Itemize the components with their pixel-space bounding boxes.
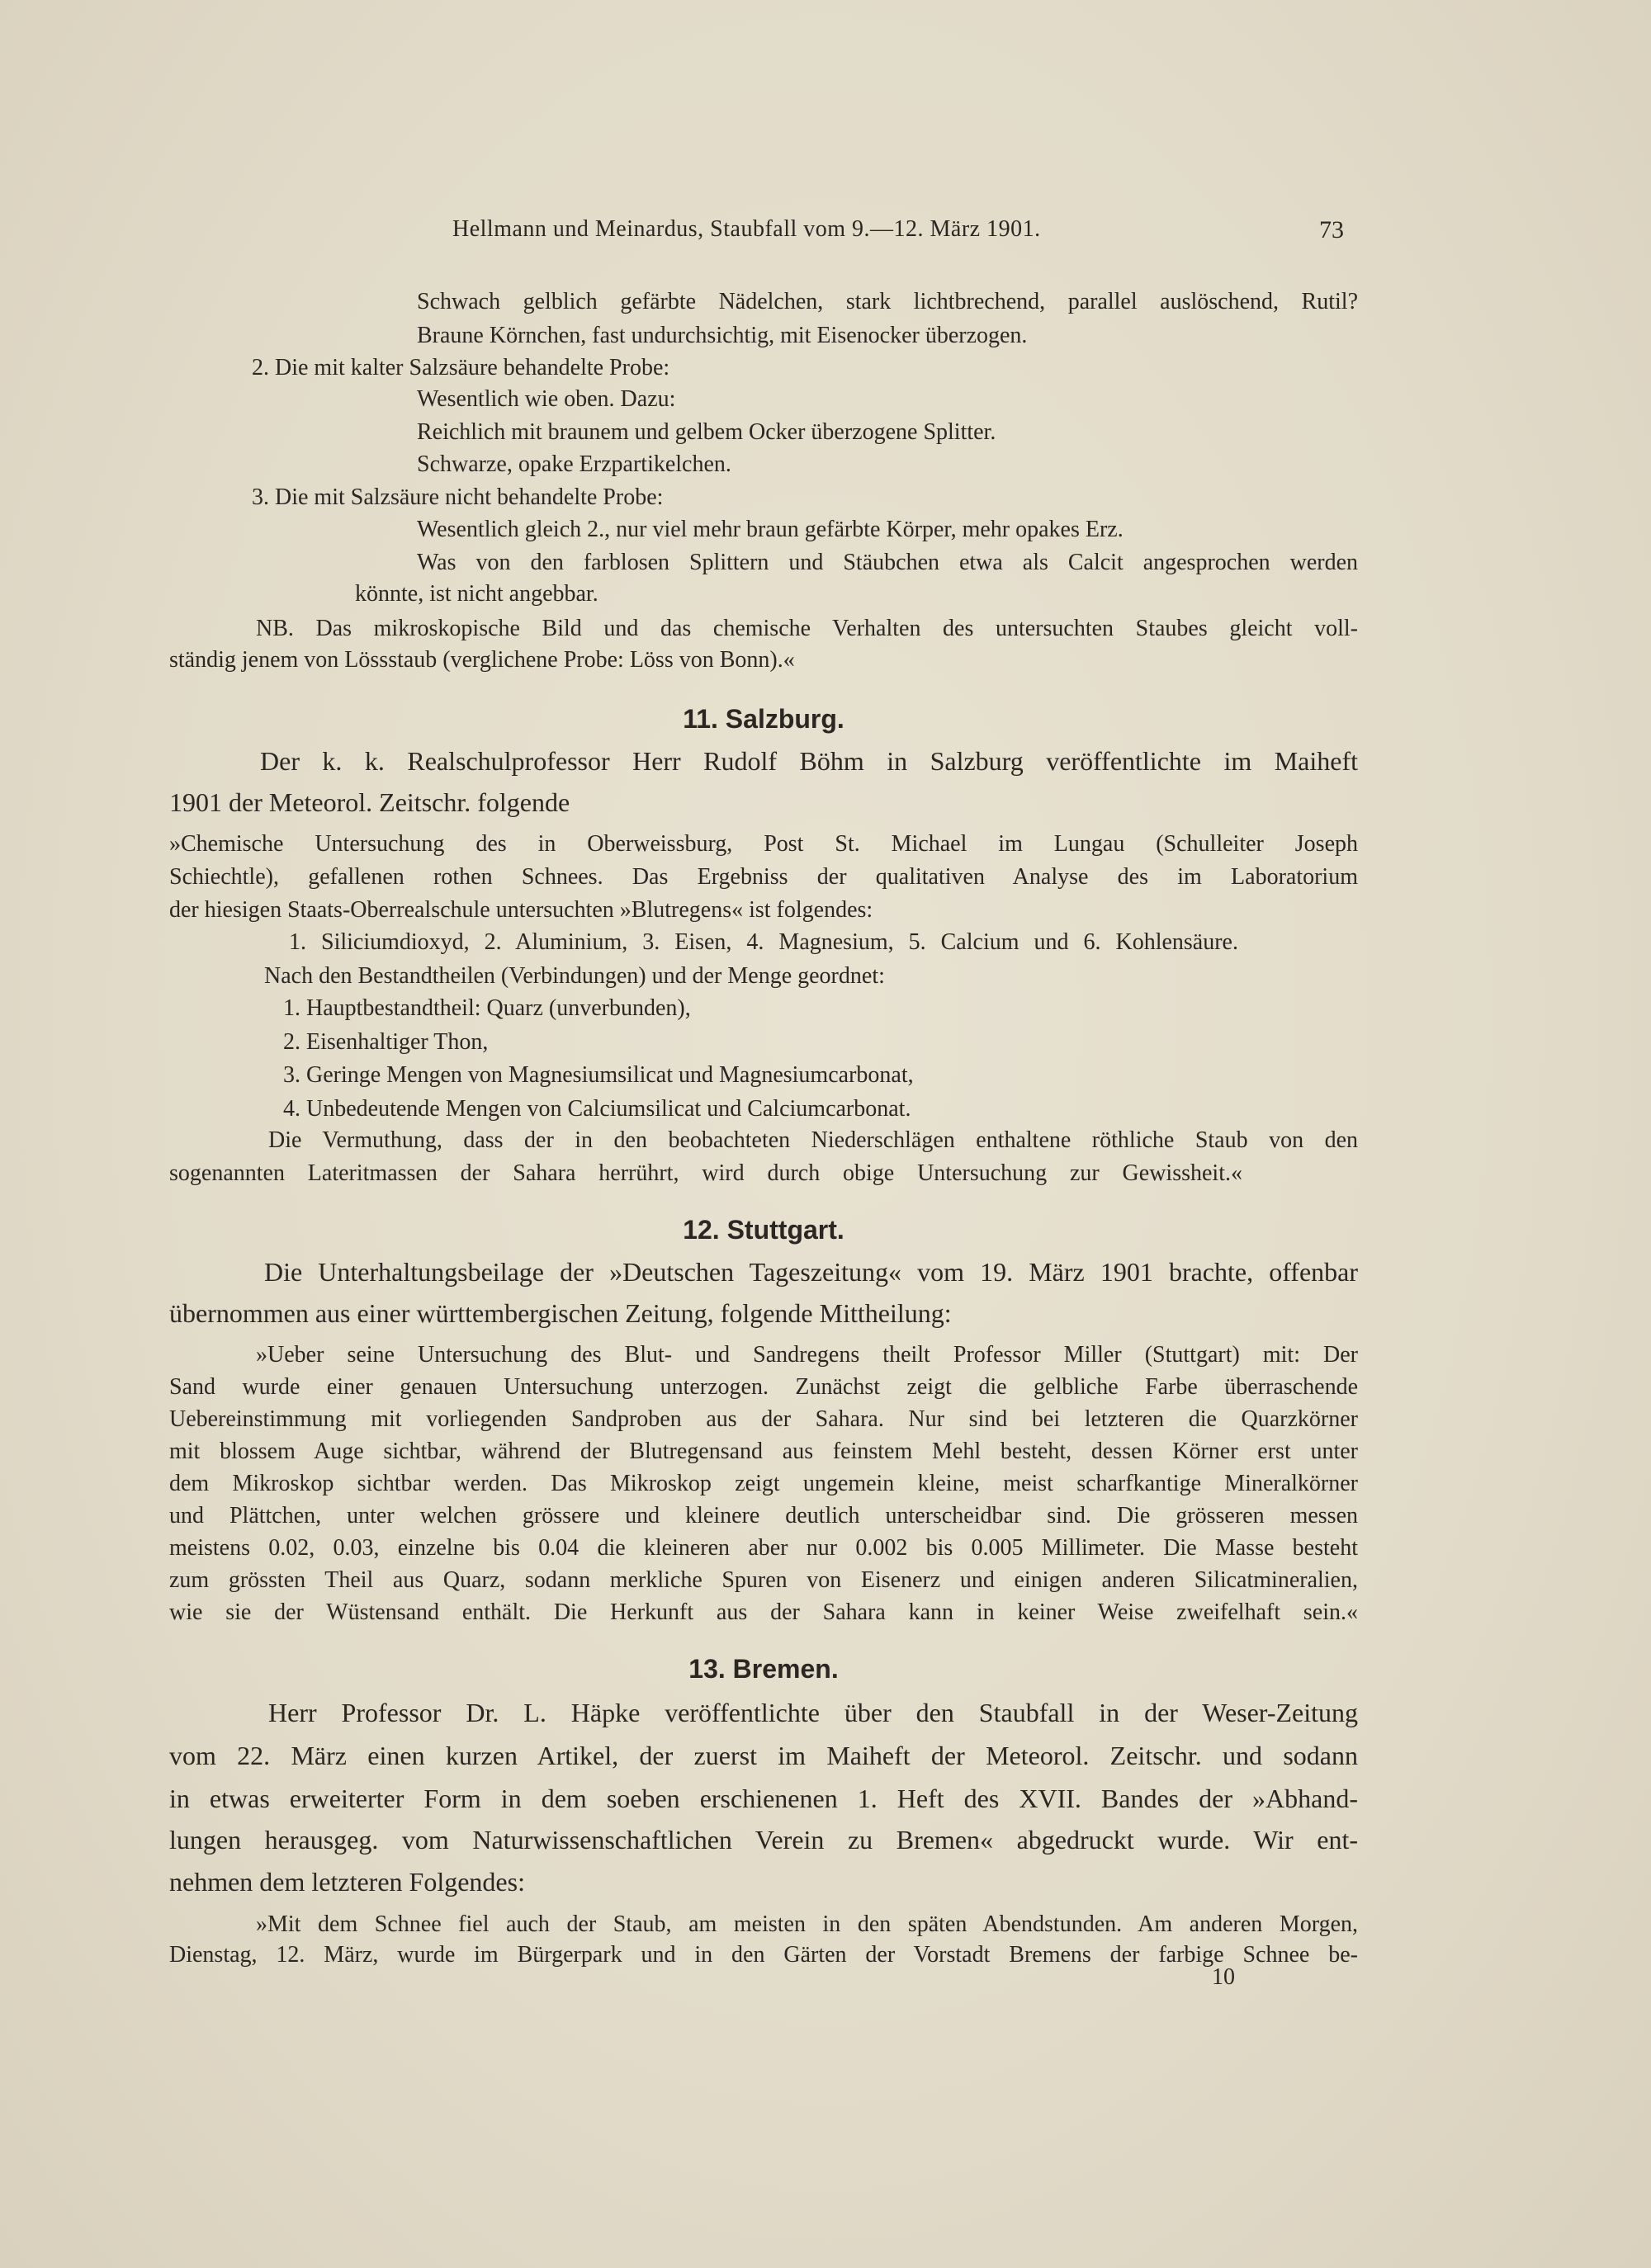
text-line: Die Unterhaltungsbeilage der »Deutschen Tageszeitung« vom 19. März 1901 brachte, offenbar: [264, 1257, 1358, 1287]
text-line: in etwas erweiterter Form in dem soeben erschienenen 1. Heft des XVII. Bandes der »Abhand-: [169, 1784, 1358, 1813]
text-line: Der k. k. Realschulprofessor Herr Rudolf Böhm in Salzburg veröffentlichte im Maiheft: [260, 746, 1358, 776]
text-line: könnte, ist nicht angebbar.: [355, 581, 598, 607]
text-line: 2. Eisenhaltiger Thon,: [283, 1029, 489, 1055]
text-line: NB. Das mikroskopische Bild und das chemische Verhalten des untersuchten Staubes gleicht voll-: [256, 616, 1358, 641]
text-line: übernommen aus einer württembergischen Zeitung, folgende Mittheilung:: [169, 1298, 952, 1328]
running-header: Hellmann und Meinardus, Staubfall vom 9.—12. März 1901.: [452, 216, 1041, 242]
section-heading-stuttgart: 12. Stuttgart.: [683, 1215, 844, 1245]
text-line: 3. Geringe Mengen von Magnesiumsilicat und Magnesiumcarbonat,: [283, 1062, 914, 1088]
text-line: lungen herausgeg. vom Naturwissenschaftlichen Verein zu Bremen« abgedruckt wurde. Wir ent-: [169, 1825, 1358, 1855]
text-line: 4. Unbedeutende Mengen von Calciumsilicat und Calciumcarbonat.: [283, 1096, 911, 1122]
text-line: Wesentlich gleich 2., nur viel mehr braun gefärbte Körper, mehr opakes Erz.: [417, 517, 1124, 542]
text-line: 1. Siliciumdioxyd, 2. Aluminium, 3. Eisen, 4. Magnesium, 5. Calcium und 6. Kohlensäure.: [289, 929, 1238, 955]
text-line: Schwarze, opake Erzpartikelchen.: [417, 451, 731, 477]
text-line: mit blossem Auge sichtbar, während der Blutregensand aus feinstem Mehl besteht, dessen Körner erst unter: [169, 1439, 1358, 1464]
text-line: 1901 der Meteorol. Zeitschr. folgende: [169, 787, 570, 817]
text-line: »Mit dem Schnee fiel auch der Staub, am meisten in den späten Abendstunden. Am anderen Morgen,: [256, 1911, 1358, 1937]
text-line: zum grössten Theil aus Quarz, sodann merkliche Spuren von Eisenerz und einigen anderen Silicatmineralien,: [169, 1567, 1358, 1593]
text-line: Die Vermuthung, dass der in den beobachteten Niederschlägen enthaltene röthliche Staub von den: [268, 1127, 1358, 1153]
text-line: Sand wurde einer genauen Untersuchung unterzogen. Zunächst zeigt die gelbliche Farbe überraschende: [169, 1374, 1358, 1400]
page-number: 73: [1319, 216, 1344, 243]
text-line: sogenannten Lateritmassen der Sahara herrührt, wird durch obige Untersuchung zur Gewissheit.«: [169, 1160, 1242, 1186]
signature-mark: 10: [1212, 1964, 1235, 1990]
text-line: 3. Die mit Salzsäure nicht behandelte Probe:: [252, 484, 664, 510]
text-line: Reichlich mit braunem und gelbem Ocker überzogene Splitter.: [417, 419, 996, 445]
text-line: »Chemische Untersuchung des in Oberweissburg, Post St. Michael im Lungau (Schulleiter Joseph: [169, 831, 1358, 857]
text-line: dem Mikroskop sichtbar werden. Das Mikroskop zeigt ungemein kleine, meist scharfkantige Mineralkörner: [169, 1471, 1358, 1496]
text-line: »Ueber seine Untersuchung des Blut- und Sandregens theilt Professor Miller (Stuttgart) mit: Der: [256, 1342, 1358, 1368]
text-line: der hiesigen Staats-Oberrealschule untersuchten »Blutregens« ist folgendes:: [169, 897, 873, 923]
text-line: Uebereinstimmung mit vorliegenden Sandproben aus der Sahara. Nur sind bei letzteren die Quarzkörner: [169, 1406, 1358, 1432]
text-line: ständig jenem von Lössstaub (verglichene Probe: Löss von Bonn).«: [169, 647, 795, 673]
text-line: 2. Die mit kalter Salzsäure behandelte Probe:: [252, 355, 670, 380]
text-line: Herr Professor Dr. L. Häpke veröffentlichte über den Staubfall in der Weser-Zeitung: [268, 1698, 1358, 1727]
text-line: nehmen dem letzteren Folgendes:: [169, 1867, 525, 1897]
text-line: und Plättchen, unter welchen grössere und kleinere deutlich unterscheidbar sind. Die grösseren messen: [169, 1503, 1358, 1529]
text-line: Braune Körnchen, fast undurchsichtig, mit Eisenocker überzogen.: [417, 323, 1028, 348]
text-line: Was von den farblosen Splittern und Stäubchen etwa als Calcit angesprochen werden: [417, 550, 1358, 575]
text-line: 1. Hauptbestandtheil: Quarz (unverbunden),: [283, 995, 691, 1021]
text-line: wie sie der Wüstensand enthält. Die Herkunft aus der Sahara kann in keiner Weise zweifelhaft sein.«: [169, 1599, 1358, 1625]
text-line: meistens 0.02, 0.03, einzelne bis 0.04 die kleineren aber nur 0.002 bis 0.005 Millimeter. Die Masse besteht: [169, 1535, 1358, 1561]
text-line: Dienstag, 12. März, wurde im Bürgerpark und in den Gärten der Vorstadt Bremens der farbige Schnee be-: [169, 1942, 1358, 1968]
text-line: Wesentlich wie oben. Dazu:: [417, 386, 676, 412]
section-heading-salzburg: 11. Salzburg.: [683, 704, 844, 734]
text-line: Nach den Bestandtheilen (Verbindungen) und der Menge geordnet:: [264, 963, 885, 989]
section-heading-bremen: 13. Bremen.: [688, 1654, 839, 1684]
text-line: Schiechtle), gefallenen rothen Schnees. Das Ergebniss der qualitativen Analyse des im Laboratorium: [169, 864, 1358, 890]
text-line: Schwach gelblich gefärbte Nädelchen, stark lichtbrechend, parallel auslöschend, Rutil?: [417, 289, 1358, 314]
text-line: vom 22. März einen kurzen Artikel, der zuerst im Maiheft der Meteorol. Zeitschr. und sodann: [169, 1741, 1358, 1770]
